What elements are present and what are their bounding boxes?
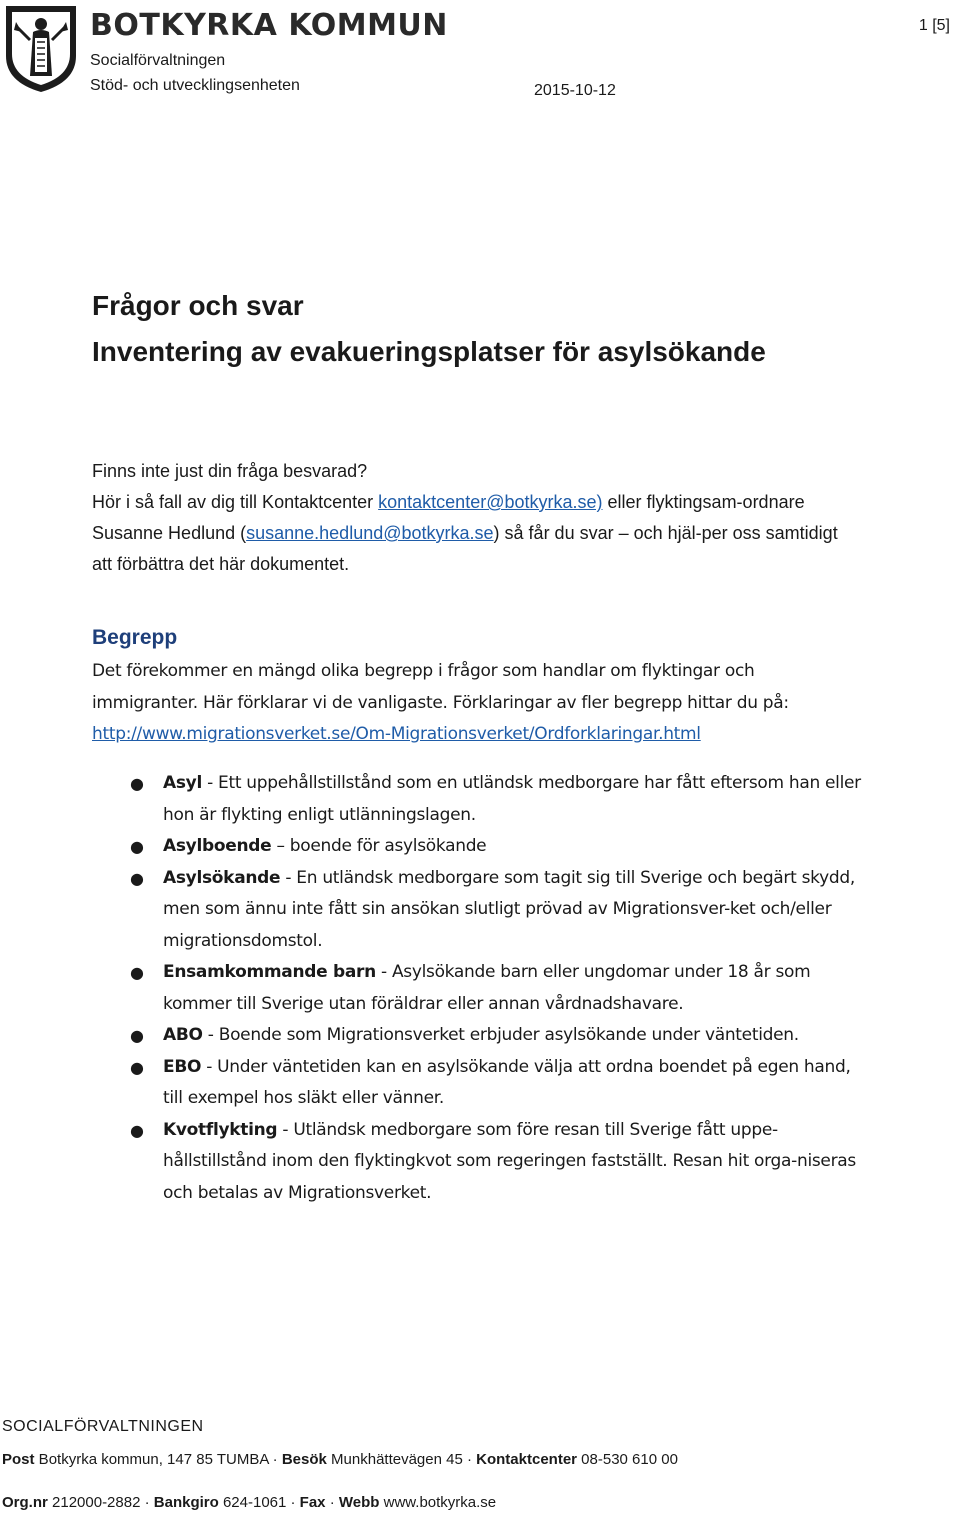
- migrationsverket-link[interactable]: http://www.migrationsverket.se/Om-Migrationsverket/Ordforklaringar.html: [92, 724, 701, 744]
- orgnr-value: 212000-2882 ·: [47, 1494, 154, 1511]
- footer-org-name: SOCIALFÖRVALTNINGEN: [2, 1418, 204, 1435]
- orgnr-label: Org.nr: [2, 1494, 48, 1511]
- bullet-icon: ●: [130, 1057, 144, 1077]
- term-name: Kvotflykting: [163, 1119, 278, 1140]
- term-definition: - Under väntetiden kan en asylsökande välja att ordna boendet på egen hand, till exempel hos släkt eller vänner.: [163, 1056, 851, 1108]
- list-item: [92, 1115, 862, 1210]
- bullet-icon: ●: [130, 774, 144, 793]
- department-name: Socialförvaltningen: [90, 52, 226, 69]
- footer-address-line: [2, 1451, 678, 1468]
- term-name: EBO: [163, 1056, 202, 1077]
- visit-value: Munkhättevägen 45 ·: [326, 1451, 477, 1468]
- list-item: [92, 863, 862, 958]
- term-name: Asylboende: [163, 836, 272, 856]
- begrepp-description: [92, 656, 852, 751]
- term-definition: - En utländsk medborgare som tagit sig till Sverige och begärt skydd, men som ännu inte fått sin ansökan slutligt prövad av Migrationsver-ket och/eller migrationsdomstol.: [163, 867, 855, 951]
- intro-text: eller flyktingsam-ordnare Susanne Hedlund (: [92, 492, 805, 543]
- coat-of-arms-icon: [4, 4, 78, 94]
- document-date: 2015-10-12: [534, 82, 616, 99]
- terms-list: [92, 768, 862, 1209]
- post-value: Botkyrka kommun, 147 85 TUMBA ·: [34, 1451, 282, 1468]
- unit-name: Stöd- och utvecklingsenheten: [90, 77, 300, 94]
- intro-question: Finns inte just din fråga besvarad?: [92, 461, 368, 481]
- bullet-icon: ●: [130, 868, 144, 888]
- list-item: [92, 1020, 862, 1052]
- begrepp-text: Det förekommer en mängd olika begrepp i frågor som handlar om flyktingar och immigranter. Här förklarar vi de vanligaste. Förklaringar av fler begrepp hittar du på:: [92, 661, 789, 713]
- term-name: Ensamkommande barn: [163, 962, 376, 982]
- list-item: [92, 1052, 862, 1115]
- list-item: [92, 768, 862, 831]
- bullet-icon: ●: [130, 1120, 144, 1140]
- bullet-icon: ●: [130, 963, 144, 982]
- document-title: Frågor och svar: [92, 290, 304, 321]
- fax-label: Fax: [299, 1494, 326, 1511]
- term-name: Asylsökande: [163, 867, 281, 888]
- contact-label: Kontaktcenter: [476, 1451, 577, 1468]
- bankgiro-label: Bankgiro: [153, 1494, 219, 1511]
- term-name: Asyl: [163, 773, 202, 793]
- intro-text: Hör i så fall av dig till Kontaktcenter: [92, 492, 379, 512]
- term-definition: - Boende som Migrationsverket erbjuder asylsökande under väntetiden.: [202, 1025, 799, 1045]
- municipality-name: BOTKYRKA KOMMUN: [90, 8, 448, 43]
- term-definition: - Ett uppehållstillstånd som en utländsk medborgare har fått eftersom han eller hon är flykting enligt utlänningslagen.: [163, 773, 861, 825]
- section-heading-begrepp: Begrepp: [92, 626, 178, 649]
- coordinator-email-link[interactable]: susanne.hedlund@botkyrka.se: [246, 523, 494, 543]
- web-value: www.botkyrka.se: [379, 1494, 497, 1511]
- term-definition: – boende för asylsökande: [271, 836, 487, 856]
- page-number: 1 [5]: [918, 17, 950, 34]
- kontaktcenter-email-link[interactable]: kontaktcenter@botkyrka.se): [378, 492, 603, 512]
- term-definition: - Asylsökande barn eller ungdomar under 18 år som kommer till Sverige utan föräldrar eller annan vårdnadshavare.: [163, 962, 811, 1014]
- post-label: Post: [2, 1451, 35, 1468]
- term-name: ABO: [163, 1025, 203, 1045]
- fax-value: ·: [325, 1494, 339, 1511]
- list-item: [92, 831, 862, 863]
- list-item: [92, 957, 862, 1020]
- intro-paragraph: [92, 487, 852, 580]
- intro-text: ) så får du svar – och hjäl-per oss samtidigt att förbättra det här dokumentet.: [92, 523, 838, 574]
- web-label: Webb: [338, 1494, 380, 1511]
- document-subtitle: Inventering av evakueringsplatser för asylsökande: [92, 336, 766, 367]
- footer-registration-line: [2, 1494, 496, 1511]
- bullet-icon: ●: [130, 1026, 144, 1045]
- contact-value: 08-530 610 00: [577, 1451, 678, 1468]
- visit-label: Besök: [281, 1451, 327, 1468]
- bullet-icon: ●: [130, 837, 144, 856]
- bankgiro-value: 624-1061 ·: [218, 1494, 300, 1511]
- term-definition: - Utländsk medborgare som före resan till Sverige fått uppe-hållstillstånd inom den flyktingkvot som regeringen fastställt. Resan hit orga-niseras och betalas av Migrationsverket.: [163, 1119, 856, 1203]
- intro-section: [92, 456, 852, 580]
